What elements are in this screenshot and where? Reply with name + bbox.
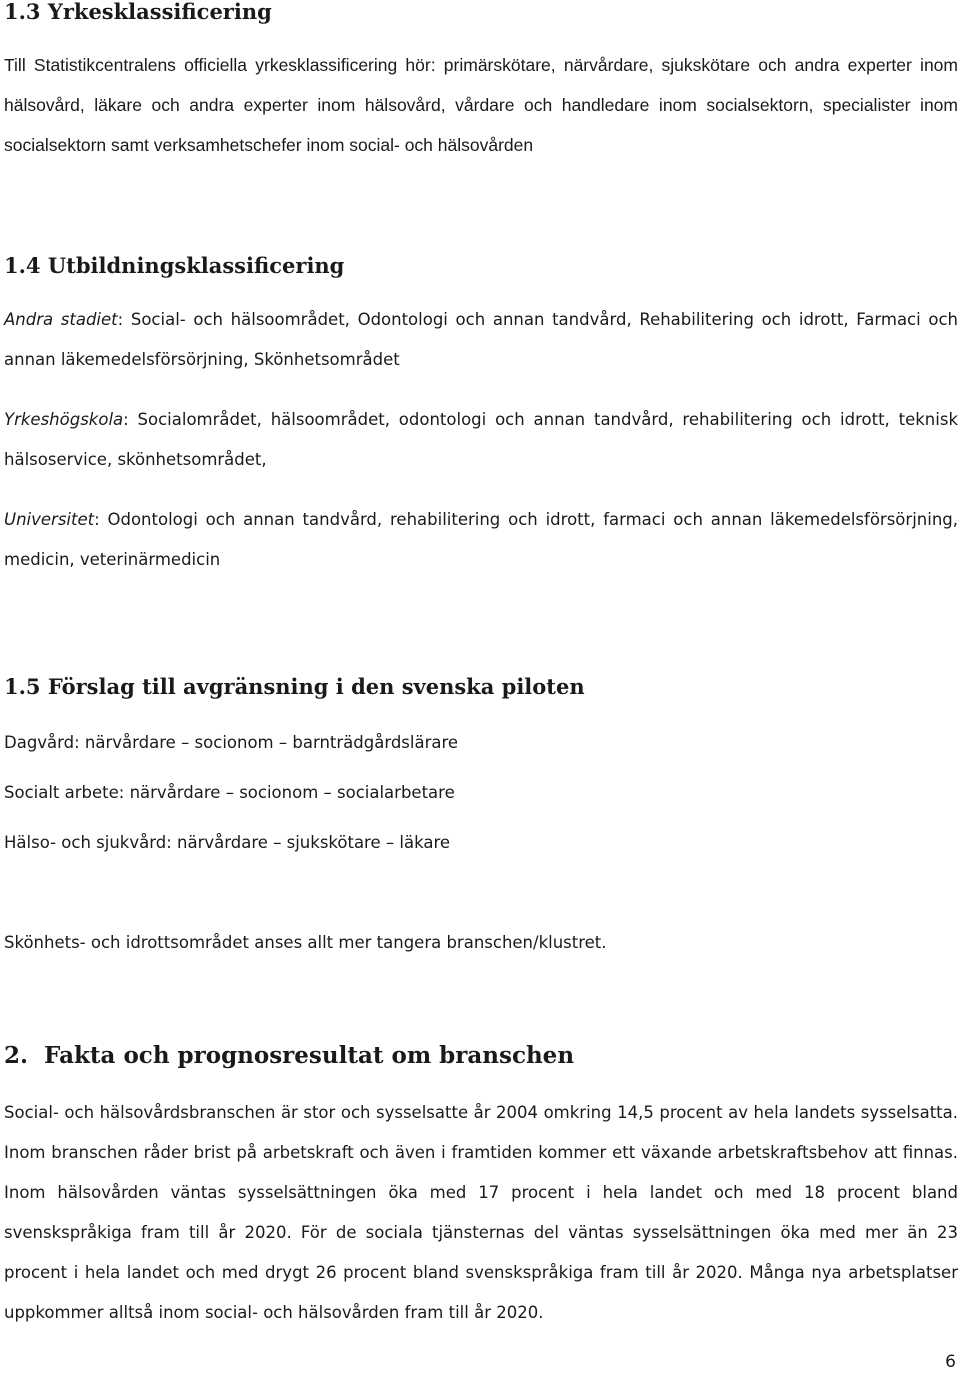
label-yrkeshogskola: Yrkeshögskola — [4, 410, 124, 429]
text-dagvard: Dagvård: närvårdare – socionom – barnträdgårdslärare — [4, 733, 459, 752]
line-dagvard — [4, 723, 958, 763]
heading-1-5: 1.5 Förslag till avgränsning i den svenska piloten — [4, 674, 585, 699]
text-halso-sjukvard: Hälso- och sjukvård: närvårdare – sjukskötare – läkare — [4, 833, 451, 852]
page-number: 6 — [945, 1352, 956, 1372]
text-yrkeshogskola: : Socialområdet, hälsoområdet, odontologi och annan tandvård, rehabilitering och idrott, teknisk hälsoservice, skönhetsområdet, — [4, 410, 958, 469]
heading-2: 2. Fakta och prognosresultat om branschen — [4, 1042, 575, 1069]
paragraph-universitet — [4, 500, 958, 580]
note-skonhet — [4, 923, 958, 963]
item-universitet — [4, 500, 958, 580]
section-1-4 — [4, 252, 958, 280]
label-universitet: Universitet — [4, 510, 95, 529]
item-andra-stadiet — [4, 300, 958, 380]
section-2-body — [4, 1093, 958, 1333]
heading-1-4: 1.4 Utbildningsklassificering — [4, 253, 345, 278]
text-andra-stadiet: : Social- och hälsoområdet, Odontologi och annan tandvård, Rehabilitering och idrott, Farmaci och annan läkemedelsförsörjning, Skönhetsområdet — [4, 310, 958, 369]
text-skonhet-note: Skönhets- och idrottsområdet anses allt mer tangera branschen/klustret. — [4, 933, 607, 952]
paragraph-yrkeshogskola — [4, 400, 958, 480]
paragraph-fakta: Social- och hälsovårdsbranschen är stor och sysselsatte år 2004 omkring 14,5 procent av hela landets sysselsatta. Inom branschen råder brist på arbetskraft och även i framtiden kommer ett växande arbetskraftsbehov att finnas. Inom hälsovården väntas sysselsättningen öka med 17 procent i hela landet och med 18 procent bland svenskspråkiga fram till år 2020. För de sociala tjänsternas del väntas sysselsättningen öka med mer än 23 procent i hela landet och med drygt 26 procent bland svenskspråkiga fram till år 2020. Många nya arbetsplatser uppkommer alltså inom social- och hälsovården fram till år 2020. — [4, 1103, 958, 1322]
item-yrkeshogskola — [4, 400, 958, 480]
section-1-5 — [4, 673, 958, 701]
label-andra-stadiet: Andra stadiet — [4, 310, 118, 329]
paragraph-yrkesklassificering: Till Statistikcentralens officiella yrkesklassificering hör: primärskötare, närvårdare, sjukskötare och andra experter inom hälsovård, läkare och andra experter inom hälsovård, vårdare och handledare inom socialsektorn, specialister inom socialsektorn samt verksamhetschefer inom social- och hälsovården — [4, 55, 958, 155]
line-socialt-arbete — [4, 773, 958, 813]
line-halso-sjukvard — [4, 823, 958, 863]
paragraph-andra-stadiet — [4, 300, 958, 380]
text-socialt-arbete: Socialt arbete: närvårdare – socionom – socialarbetare — [4, 783, 455, 802]
text-universitet: : Odontologi och annan tandvård, rehabilitering och idrott, farmaci och annan läkemedelsförsörjning, medicin, veterinärmedicin — [4, 510, 958, 569]
heading-1-3: 1.3 Yrkesklassificering — [4, 0, 272, 24]
section-2 — [4, 1041, 958, 1071]
section-1-3 — [4, 0, 958, 26]
section-1-3-body — [4, 45, 958, 165]
